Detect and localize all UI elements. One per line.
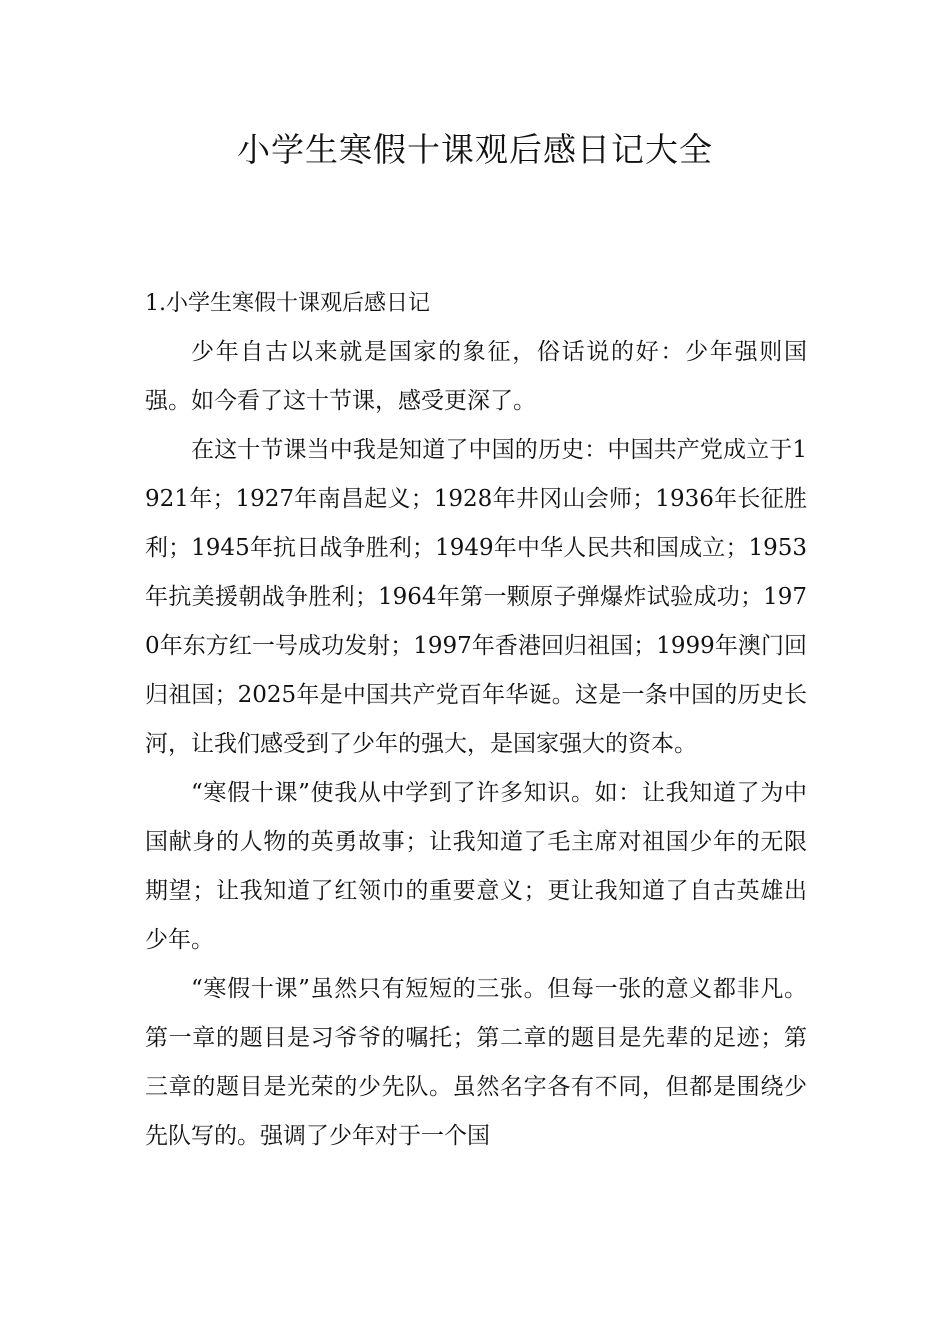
- body-paragraph: 在这十节课当中我是知道了中国的历史：中国共产党成立于1921年；1927年南昌起义；1928年井冈山会师；1936年长征胜利；1945年抗日战争胜利；1949年中华人民共和国成立；1953年抗美援朝战争胜利；1964年第一颗原子弹爆炸试验成功；1970年东方红一号成功发射；1997年香港回归祖国；1999年澳门回归祖国；2025年是中国共产党百年华诞。这是一条中国的历史长河，让我们感受到了少年的强大，是国家强大的资本。: [145, 437, 807, 757]
- body-paragraph: “寒假十课”虽然只有短短的三张。但每一张的意义都非凡。第一章的题目是习爷爷的嘱托；第二章的题目是先辈的足迹；第三章的题目是光荣的少先队。虽然名字各有不同，但都是围绕少先队写的。强调了少年对于一个国: [145, 976, 807, 1149]
- body-paragraph: 少年自古以来就是国家的象征，俗话说的好：少年强则国强。如今看了这十节课，感受更深了。: [145, 339, 807, 414]
- document-body: [145, 279, 807, 1161]
- section-heading: 1.小学生寒假十课观后感日记: [145, 291, 430, 316]
- body-paragraph: “寒假十课”使我从中学到了许多知识。如：让我知道了为中国献身的人物的英勇故事；让我知道了毛主席对祖国少年的无限期望；让我知道了红领巾的重要意义；更让我知道了自古英雄出少年。: [145, 780, 807, 953]
- document-title: 小学生寒假十课观后感日记大全: [237, 130, 713, 169]
